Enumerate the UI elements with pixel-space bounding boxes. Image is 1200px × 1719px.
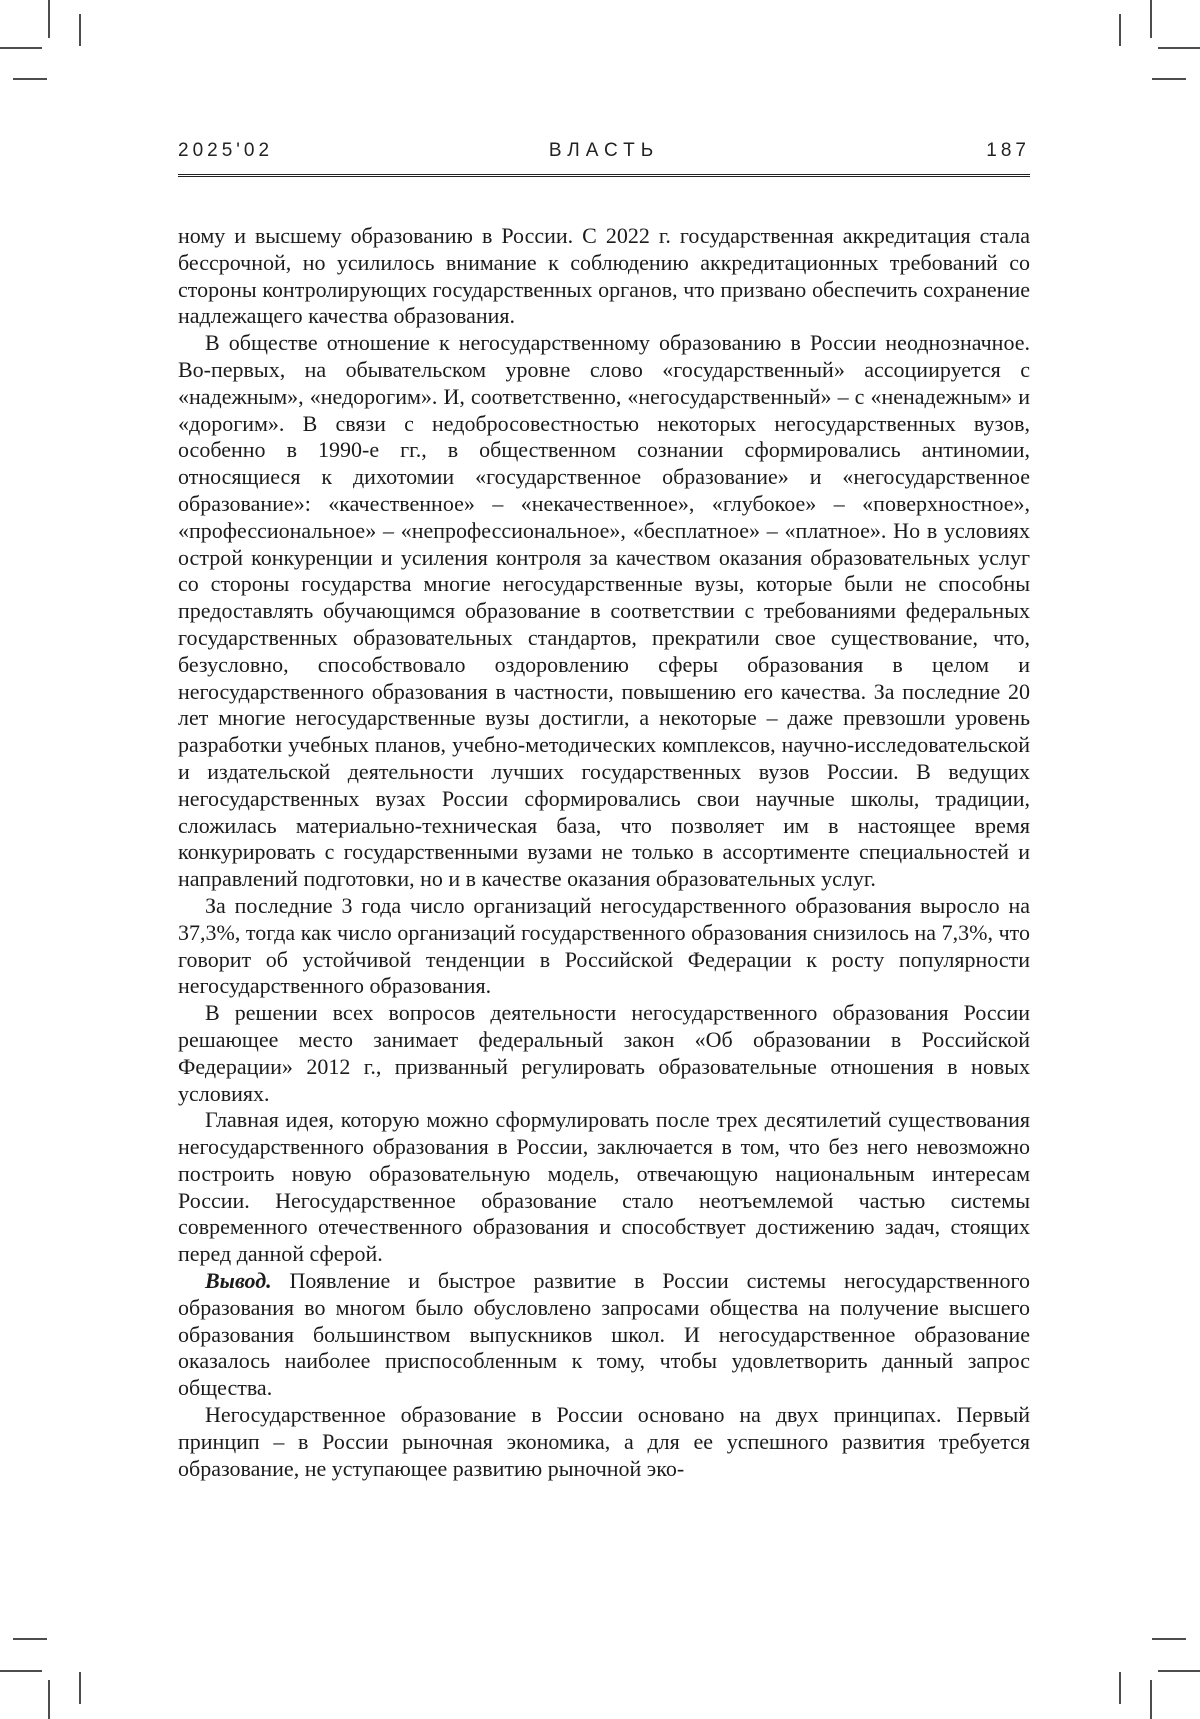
crop-mark bbox=[79, 14, 81, 46]
crop-mark bbox=[1119, 1672, 1121, 1704]
paragraph: Главная идея, которую можно сформулировать после трех десятилетий существования негосударственного образования в России, заключается в том, что без него невозможно построить новую образовательную модель, отвечающую национальным интересам России. Негосударственное образование стало неотъемлемой частью системы современного отечественного образования и способствует достижению задач, стоящих перед данной сферой. bbox=[178, 1107, 1030, 1267]
conclusion-label: Вывод. bbox=[205, 1268, 272, 1294]
crop-mark bbox=[0, 1670, 42, 1672]
conclusion-text: Появление и быстрое развитие в России системы негосударственного образования во многом было обусловлено запросами общества на получение высшего образования большинством выпускников школ. И негосударственное образование оказалось наиболее приспособленным к тому, чтобы удовлетворить данный запрос общества. bbox=[178, 1268, 1030, 1401]
crop-mark bbox=[1158, 47, 1200, 49]
crop-mark bbox=[1152, 78, 1186, 80]
paragraph: Негосударственное образование в России основано на двух принципах. Первый принцип – в России рыночная экономика, а для ее успешного развития требуется образование, не уступающее развитию рыночной эко- bbox=[178, 1402, 1030, 1481]
article-body bbox=[178, 223, 1030, 1482]
paragraph: За последние 3 года число организаций негосударственного образования выросло на 37,3%, тогда как число организаций государственного образования снизилось на 7,3%, что говорит об устойчивой тенденции в Российской Федерации к росту популярности негосударственного образования. bbox=[178, 892, 1030, 999]
paragraph-conclusion bbox=[178, 1268, 1030, 1402]
running-head bbox=[178, 140, 1030, 162]
crop-mark bbox=[0, 47, 42, 49]
crop-mark bbox=[1152, 1638, 1186, 1640]
crop-mark bbox=[13, 78, 47, 80]
crop-mark bbox=[48, 0, 50, 38]
crop-mark bbox=[79, 1672, 81, 1704]
paragraph: ному и высшему образованию в России. С 2022 г. государственная аккредитация стала бессрочной, но усилилось внимание к соблюдению аккредитационных требований со стороны контролирующих государственных органов, что призвано обеспечить сохранение надлежащего качества образования. bbox=[178, 223, 1030, 329]
crop-mark bbox=[1150, 0, 1152, 38]
crop-mark bbox=[13, 1638, 47, 1640]
crop-mark bbox=[1150, 1680, 1152, 1719]
page-number: 187 bbox=[986, 140, 1030, 161]
paragraph: В обществе отношение к негосударственному образованию в России неоднозначное. Во-первых, на обывательском уровне слово «государственный» ассоциируется с «надежным», «недорогим». И, соответственно, «негосударственный» – с «ненадежным» и «дорогим». В связи с недобросовестностью некоторых негосударственных вузов, особенно в 1990-е гг., в общественном сознании сформировались антиномии, относящиеся к дихотомии «государственное образование» и «негосударственное образование»: «качественное» – «некачественное», «глубокое» – «поверхностное», «профессиональное» – «непрофессиональное», «бесплатное» – «платное». Но в условиях острой конкуренции и усиления контроля за качеством оказания образовательных услуг со стороны государства многие негосударственные вузы, которые были не способны предоставлять обучающимся образование в соответствии с требованиями федеральных государственных образовательных стандартов, прекратили свое существование, что, безусловно, способствовало оздоровлению сферы образования в целом и негосударственного образования в частности, повышению его качества. За последние 20 лет многие негосударственные вузы достигли, а некоторые – даже превзошли уровень разработки учебных планов, учебно-методических комплексов, научно-исследовательской и издательской деятельности лучших государственных вузов России. В ведущих негосударственных вузах России сформировались свои научные школы, традиции, сложилась материально-техническая база, что позволяет им в настоящее время конкурировать с государственными вузами не только в ассортименте специальностей и направлений подготовки, но и в качестве оказания образовательных услуг. bbox=[178, 330, 1030, 892]
crop-mark bbox=[48, 1680, 50, 1719]
crop-mark bbox=[1119, 14, 1121, 46]
journal-title: ВЛАСТЬ bbox=[548, 140, 660, 161]
page-content bbox=[178, 140, 1030, 1482]
issue-label: 2025'02 bbox=[178, 140, 274, 161]
crop-mark bbox=[1158, 1670, 1200, 1672]
paragraph: В решении всех вопросов деятельности негосударственного образования России решающее место занимает федеральный закон «Об образовании в Российской Федерации» 2012 г., призванный регулировать образовательные отношения в новых условиях. bbox=[178, 1000, 1030, 1106]
header-rule bbox=[178, 174, 1030, 177]
